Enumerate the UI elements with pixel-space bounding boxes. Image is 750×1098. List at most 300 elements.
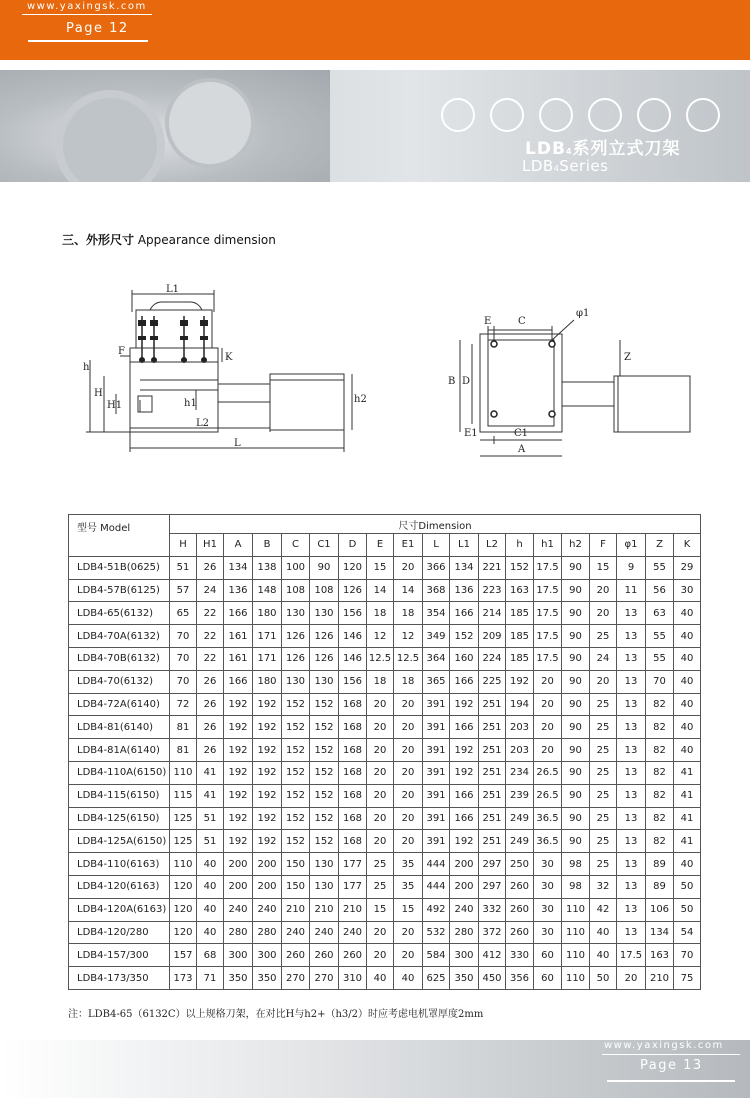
dim-label-phi1: φ1 xyxy=(576,308,590,319)
dimension-cell: 625 xyxy=(423,967,450,990)
dimension-cell: 11 xyxy=(617,579,646,602)
dimension-cell: 192 xyxy=(224,807,253,830)
dimension-cell: 13 xyxy=(617,761,646,784)
dimension-cell: 82 xyxy=(646,739,674,762)
column-header: C xyxy=(282,534,310,557)
dimension-cell: 20 xyxy=(367,716,394,739)
dimension-cell: 300 xyxy=(224,944,253,967)
dimension-cell: 249 xyxy=(506,807,534,830)
dimension-cell: 32 xyxy=(590,875,617,898)
dimension-cell: 36.5 xyxy=(534,807,562,830)
dimension-cell: 54 xyxy=(674,921,701,944)
dimension-cell: 280 xyxy=(450,921,479,944)
header-underline xyxy=(28,40,148,42)
dimension-cell: 192 xyxy=(253,830,282,853)
dim-label-h1: h1 xyxy=(184,398,197,409)
dimension-cell: 20 xyxy=(394,739,423,762)
model-cell: LDB4-110A(6150) xyxy=(69,761,170,784)
model-cell: LDB4-120(6163) xyxy=(69,875,170,898)
dimension-cell: 30 xyxy=(534,898,562,921)
dimension-cell: 192 xyxy=(450,830,479,853)
dim-label-F: F xyxy=(118,346,125,357)
dimension-cell: 161 xyxy=(224,625,253,648)
dimension-cell: 152 xyxy=(310,784,339,807)
dimension-cell: 210 xyxy=(310,898,339,921)
dimension-cell: 166 xyxy=(450,716,479,739)
dimension-cell: 50 xyxy=(674,898,701,921)
column-header: H1 xyxy=(197,534,224,557)
circle-ornament xyxy=(637,98,671,132)
dimension-cell: 51 xyxy=(170,556,197,579)
dimension-cell: 120 xyxy=(170,921,197,944)
dimension-cell: 82 xyxy=(646,716,674,739)
dimension-cell: 51 xyxy=(197,807,224,830)
dimension-cell: 330 xyxy=(506,944,534,967)
dimension-cell: 177 xyxy=(339,875,367,898)
column-header: K xyxy=(674,534,701,557)
top-view-diagram xyxy=(442,300,702,464)
dimension-cell: 13 xyxy=(617,670,646,693)
footer-divider xyxy=(602,1054,740,1055)
dimension-cell: 82 xyxy=(646,693,674,716)
dimension-cell: 56 xyxy=(646,579,674,602)
footnote: 注：LDB4-65（6132C）以上规格刀架，在对比H与h2+（h3/2）时应考虑电机罩厚度2mm xyxy=(68,1009,484,1020)
dimension-cell: 20 xyxy=(394,784,423,807)
dimension-cell: 177 xyxy=(339,853,367,876)
table-row xyxy=(69,761,701,784)
column-header: L xyxy=(423,534,450,557)
table-row xyxy=(69,898,701,921)
table-row xyxy=(69,716,701,739)
dimension-cell: 126 xyxy=(310,647,339,670)
dimension-cell: 25 xyxy=(590,693,617,716)
dimension-cell: 13 xyxy=(617,647,646,670)
dimension-header: 尺寸Dimension xyxy=(170,515,701,534)
dimension-cell: 168 xyxy=(339,784,367,807)
dimension-cell: 350 xyxy=(253,967,282,990)
dimension-cell: 68 xyxy=(197,944,224,967)
dim-label-Z: Z xyxy=(624,352,631,363)
dimension-cell: 26 xyxy=(197,556,224,579)
dimension-cell: 166 xyxy=(450,602,479,625)
dimension-cell: 24 xyxy=(197,579,224,602)
dimension-cell: 168 xyxy=(339,693,367,716)
dimension-cell: 20 xyxy=(394,556,423,579)
dimension-cell: 13 xyxy=(617,853,646,876)
column-header: D xyxy=(339,534,367,557)
decorative-circles xyxy=(441,98,720,132)
dimension-cell: 115 xyxy=(170,784,197,807)
dimension-cell: 365 xyxy=(423,670,450,693)
dimension-cell: 234 xyxy=(506,761,534,784)
dimension-cell: 192 xyxy=(224,716,253,739)
dimension-cell: 20 xyxy=(394,761,423,784)
dimension-cell: 25 xyxy=(590,830,617,853)
dimension-cell: 171 xyxy=(253,625,282,648)
banner-photo xyxy=(0,70,330,182)
dimension-cell: 90 xyxy=(562,830,590,853)
dimension-cell: 40 xyxy=(674,716,701,739)
dimension-cell: 240 xyxy=(224,898,253,921)
table-row xyxy=(69,944,701,967)
dimension-cell: 35 xyxy=(394,853,423,876)
dimension-cell: 134 xyxy=(450,556,479,579)
dimension-cell: 22 xyxy=(197,625,224,648)
dimension-cell: 17.5 xyxy=(534,602,562,625)
dimension-cell: 90 xyxy=(562,761,590,784)
section-title: 三、外形尺寸 Appearance dimension xyxy=(62,233,276,247)
model-cell: LDB4-70B(6132) xyxy=(69,647,170,670)
table-row xyxy=(69,830,701,853)
circle-ornament xyxy=(441,98,475,132)
dimension-cell: 444 xyxy=(423,853,450,876)
dimension-cell: 260 xyxy=(506,921,534,944)
dial-graphic xyxy=(55,90,165,182)
dimension-cell: 260 xyxy=(310,944,339,967)
dimension-cell: 270 xyxy=(282,967,310,990)
dimension-cell: 125 xyxy=(170,830,197,853)
dimension-cell: 70 xyxy=(646,670,674,693)
table-row xyxy=(69,579,701,602)
dimension-cell: 90 xyxy=(562,739,590,762)
dimension-cell: 15 xyxy=(367,556,394,579)
dimension-cell: 270 xyxy=(310,967,339,990)
dimension-cell: 391 xyxy=(423,807,450,830)
dimension-cell: 332 xyxy=(479,898,506,921)
dimension-cell: 148 xyxy=(253,579,282,602)
dimension-cell: 26 xyxy=(197,693,224,716)
dimension-cell: 192 xyxy=(506,670,534,693)
dimension-cell: 146 xyxy=(339,625,367,648)
dimension-cell: 110 xyxy=(562,921,590,944)
dimension-cell: 18 xyxy=(394,670,423,693)
dimension-cell: 297 xyxy=(479,875,506,898)
dimension-cell: 90 xyxy=(562,784,590,807)
dimension-cell: 81 xyxy=(170,739,197,762)
dimension-cell: 20 xyxy=(367,944,394,967)
dimension-cell: 13 xyxy=(617,830,646,853)
dimension-cell: 251 xyxy=(479,830,506,853)
dimension-cell: 350 xyxy=(224,967,253,990)
dimension-cell: 260 xyxy=(339,944,367,967)
dimension-cell: 130 xyxy=(310,670,339,693)
dimension-cell: 17.5 xyxy=(534,556,562,579)
dimension-cell: 40 xyxy=(197,921,224,944)
dimension-cell: 192 xyxy=(224,739,253,762)
dimension-cell: 40 xyxy=(674,602,701,625)
dimension-cell: 40 xyxy=(674,625,701,648)
model-cell: LDB4-120/280 xyxy=(69,921,170,944)
table-row xyxy=(69,921,701,944)
circle-ornament xyxy=(539,98,573,132)
circle-ornament xyxy=(490,98,524,132)
dimension-cell: 90 xyxy=(562,716,590,739)
dimension-cell: 166 xyxy=(450,784,479,807)
model-cell: LDB4-57B(6125) xyxy=(69,579,170,602)
dimension-cell: 260 xyxy=(282,944,310,967)
dimension-cell: 20 xyxy=(617,967,646,990)
dimension-cell: 15 xyxy=(394,898,423,921)
dimension-cell: 223 xyxy=(479,579,506,602)
dimension-cell: 210 xyxy=(339,898,367,921)
dimension-cell: 20 xyxy=(394,830,423,853)
dimension-cell: 20 xyxy=(394,944,423,967)
dimension-cell: 391 xyxy=(423,761,450,784)
dimension-cell: 29 xyxy=(674,556,701,579)
dimension-cell: 24 xyxy=(590,647,617,670)
dimension-cell: 60 xyxy=(534,967,562,990)
dimension-cell: 240 xyxy=(253,898,282,921)
dimension-cell: 130 xyxy=(282,602,310,625)
dimension-cell: 221 xyxy=(479,556,506,579)
dimension-cell: 368 xyxy=(423,579,450,602)
dimension-cell: 173 xyxy=(170,967,197,990)
dimension-cell: 13 xyxy=(617,784,646,807)
column-header: L2 xyxy=(479,534,506,557)
dimension-cell: 152 xyxy=(310,830,339,853)
dimension-cell: 20 xyxy=(534,693,562,716)
model-cell: LDB4-120A(6163) xyxy=(69,898,170,921)
dimension-cell: 100 xyxy=(282,556,310,579)
dimension-cell: 354 xyxy=(423,602,450,625)
dimension-cell: 20 xyxy=(590,579,617,602)
dimension-cell: 25 xyxy=(590,761,617,784)
dimension-cell: 110 xyxy=(562,898,590,921)
dimension-cell: 30 xyxy=(534,875,562,898)
dimension-cell: 240 xyxy=(339,921,367,944)
dimension-cell: 126 xyxy=(282,625,310,648)
dimension-cell: 210 xyxy=(646,967,674,990)
dimension-cell: 163 xyxy=(646,944,674,967)
dimension-cell: 356 xyxy=(506,967,534,990)
dim-label-E1: E1 xyxy=(464,428,478,439)
dimension-cell: 260 xyxy=(506,898,534,921)
table-row xyxy=(69,784,701,807)
dimension-cell: 70 xyxy=(170,670,197,693)
dimension-cell: 251 xyxy=(479,739,506,762)
dimension-cell: 366 xyxy=(423,556,450,579)
dimension-cell: 50 xyxy=(674,875,701,898)
column-header: C1 xyxy=(310,534,339,557)
dimension-cell: 203 xyxy=(506,716,534,739)
dim-label-h2: h2 xyxy=(354,394,367,405)
column-header: A xyxy=(224,534,253,557)
dimension-cell: 25 xyxy=(367,853,394,876)
dimension-cell: 30 xyxy=(674,579,701,602)
dimension-cell: 138 xyxy=(253,556,282,579)
dimension-cell: 25 xyxy=(590,716,617,739)
dimension-cell: 20 xyxy=(394,693,423,716)
dimension-cell: 20 xyxy=(394,807,423,830)
dimension-cell: 90 xyxy=(562,647,590,670)
dimension-cell: 40 xyxy=(197,875,224,898)
model-cell: LDB4-81A(6140) xyxy=(69,739,170,762)
dimension-cell: 40 xyxy=(674,739,701,762)
dimension-cell: 180 xyxy=(253,602,282,625)
dimension-cell: 15 xyxy=(590,556,617,579)
dimension-cell: 391 xyxy=(423,693,450,716)
dimension-cell: 41 xyxy=(674,830,701,853)
dimension-cell: 110 xyxy=(170,853,197,876)
series-subtitle: LDB4Series xyxy=(522,157,609,175)
dimension-cell: 40 xyxy=(590,944,617,967)
dimension-cell: 156 xyxy=(339,602,367,625)
column-header: Z xyxy=(646,534,674,557)
dimension-cell: 192 xyxy=(253,716,282,739)
dimension-cell: 40 xyxy=(197,898,224,921)
dimension-cell: 251 xyxy=(479,761,506,784)
dimension-cell: 152 xyxy=(450,625,479,648)
dimension-cell: 40 xyxy=(590,921,617,944)
dimension-cell: 60 xyxy=(534,944,562,967)
dimension-cell: 40 xyxy=(367,967,394,990)
dimension-cell: 57 xyxy=(170,579,197,602)
dimension-cell: 13 xyxy=(617,625,646,648)
dim-label-C: C xyxy=(518,316,526,327)
dimension-cell: 25 xyxy=(590,784,617,807)
website-url: www.yaxingsk.com xyxy=(27,1,147,12)
dimension-cell: 391 xyxy=(423,830,450,853)
dimension-cell: 22 xyxy=(197,602,224,625)
dimension-cell: 156 xyxy=(339,670,367,693)
dimension-cell: 391 xyxy=(423,739,450,762)
dimension-cell: 25 xyxy=(590,807,617,830)
dimension-cell: 90 xyxy=(562,556,590,579)
dimension-cell: 90 xyxy=(562,625,590,648)
dimension-cell: 13 xyxy=(617,898,646,921)
table-row xyxy=(69,967,701,990)
dimension-cell: 26 xyxy=(197,716,224,739)
dimension-cell: 492 xyxy=(423,898,450,921)
dimension-cell: 26 xyxy=(197,670,224,693)
dimension-cell: 152 xyxy=(282,716,310,739)
dimension-cell: 110 xyxy=(562,944,590,967)
table-row xyxy=(69,670,701,693)
dimension-cell: 40 xyxy=(674,853,701,876)
dimension-cell: 20 xyxy=(534,739,562,762)
dimension-cell: 152 xyxy=(310,761,339,784)
dimension-cell: 152 xyxy=(282,693,310,716)
page-number: Page 12 xyxy=(66,21,129,36)
dimension-cell: 300 xyxy=(253,944,282,967)
dimension-cell: 130 xyxy=(310,875,339,898)
dimension-cell: 25 xyxy=(590,853,617,876)
dim-label-H: H xyxy=(94,388,103,399)
dim-label-A: A xyxy=(518,444,526,455)
dimension-cell: 185 xyxy=(506,625,534,648)
dimension-cell: 192 xyxy=(224,830,253,853)
dim-label-D: D xyxy=(462,376,471,387)
dimension-cell: 150 xyxy=(282,853,310,876)
header-divider xyxy=(22,14,152,15)
dimension-cell: 35 xyxy=(394,875,423,898)
dimension-cell: 70 xyxy=(674,944,701,967)
dimension-cell: 71 xyxy=(197,967,224,990)
dim-label-B: B xyxy=(448,376,456,387)
dimension-cell: 26.5 xyxy=(534,784,562,807)
dimension-cell: 82 xyxy=(646,784,674,807)
dimension-cell: 450 xyxy=(479,967,506,990)
dimension-cell: 55 xyxy=(646,647,674,670)
dimension-cell: 130 xyxy=(310,853,339,876)
dimension-cell: 240 xyxy=(282,921,310,944)
dimension-cell: 185 xyxy=(506,602,534,625)
dimension-cell: 82 xyxy=(646,807,674,830)
dimension-cell: 20 xyxy=(367,761,394,784)
dimension-cell: 25 xyxy=(590,739,617,762)
dimension-cell: 75 xyxy=(674,967,701,990)
dimension-cell: 192 xyxy=(450,761,479,784)
dimension-cell: 350 xyxy=(450,967,479,990)
dimension-cell: 13 xyxy=(617,693,646,716)
dimension-cell: 55 xyxy=(646,625,674,648)
dimension-cell: 250 xyxy=(506,853,534,876)
dimension-cell: 22 xyxy=(197,647,224,670)
dimension-cell: 40 xyxy=(197,853,224,876)
column-header: φ1 xyxy=(617,534,646,557)
dimension-cell: 110 xyxy=(170,761,197,784)
dimension-cell: 12 xyxy=(367,625,394,648)
dimension-cell: 81 xyxy=(170,716,197,739)
dimension-cell: 13 xyxy=(617,602,646,625)
dimension-cell: 90 xyxy=(562,579,590,602)
dimension-cell: 310 xyxy=(339,967,367,990)
dimension-cell: 136 xyxy=(224,579,253,602)
dimension-cell: 160 xyxy=(450,647,479,670)
dimension-cell: 40 xyxy=(674,693,701,716)
model-cell: LDB4-65(6132) xyxy=(69,602,170,625)
dimension-cell: 152 xyxy=(310,807,339,830)
dim-label-H1: H1 xyxy=(107,400,123,411)
dimension-table xyxy=(68,514,701,990)
table-row xyxy=(69,739,701,762)
column-header: L1 xyxy=(450,534,479,557)
dimension-cell: 40 xyxy=(674,647,701,670)
dimension-cell: 166 xyxy=(450,670,479,693)
dimension-cell: 171 xyxy=(253,647,282,670)
column-header: h1 xyxy=(534,534,562,557)
dimension-cell: 150 xyxy=(282,875,310,898)
dimension-cell: 168 xyxy=(339,739,367,762)
dimension-cell: 152 xyxy=(282,739,310,762)
dimension-cell: 200 xyxy=(450,875,479,898)
dimension-cell: 251 xyxy=(479,807,506,830)
table-row xyxy=(69,625,701,648)
dim-label-L: L xyxy=(234,438,241,449)
dimension-cell: 14 xyxy=(367,579,394,602)
dimension-cell: 14 xyxy=(394,579,423,602)
dimension-cell: 18 xyxy=(367,670,394,693)
model-cell: LDB4-125(6150) xyxy=(69,807,170,830)
dimension-cell: 98 xyxy=(562,875,590,898)
dimension-cell: 200 xyxy=(450,853,479,876)
dimension-cell: 40 xyxy=(394,967,423,990)
dimension-cell: 41 xyxy=(674,807,701,830)
dimension-cell: 126 xyxy=(339,579,367,602)
table-row xyxy=(69,853,701,876)
series-title: LDB4系列立式刀架 xyxy=(525,139,681,159)
dimension-cell: 166 xyxy=(224,670,253,693)
model-cell: LDB4-115(6150) xyxy=(69,784,170,807)
dimension-cell: 18 xyxy=(394,602,423,625)
dimension-cell: 120 xyxy=(339,556,367,579)
dimension-cell: 41 xyxy=(674,761,701,784)
dimension-cell: 166 xyxy=(450,807,479,830)
dimension-cell: 106 xyxy=(646,898,674,921)
dimension-cell: 108 xyxy=(310,579,339,602)
dimension-cell: 40 xyxy=(674,670,701,693)
dimension-cell: 20 xyxy=(590,602,617,625)
